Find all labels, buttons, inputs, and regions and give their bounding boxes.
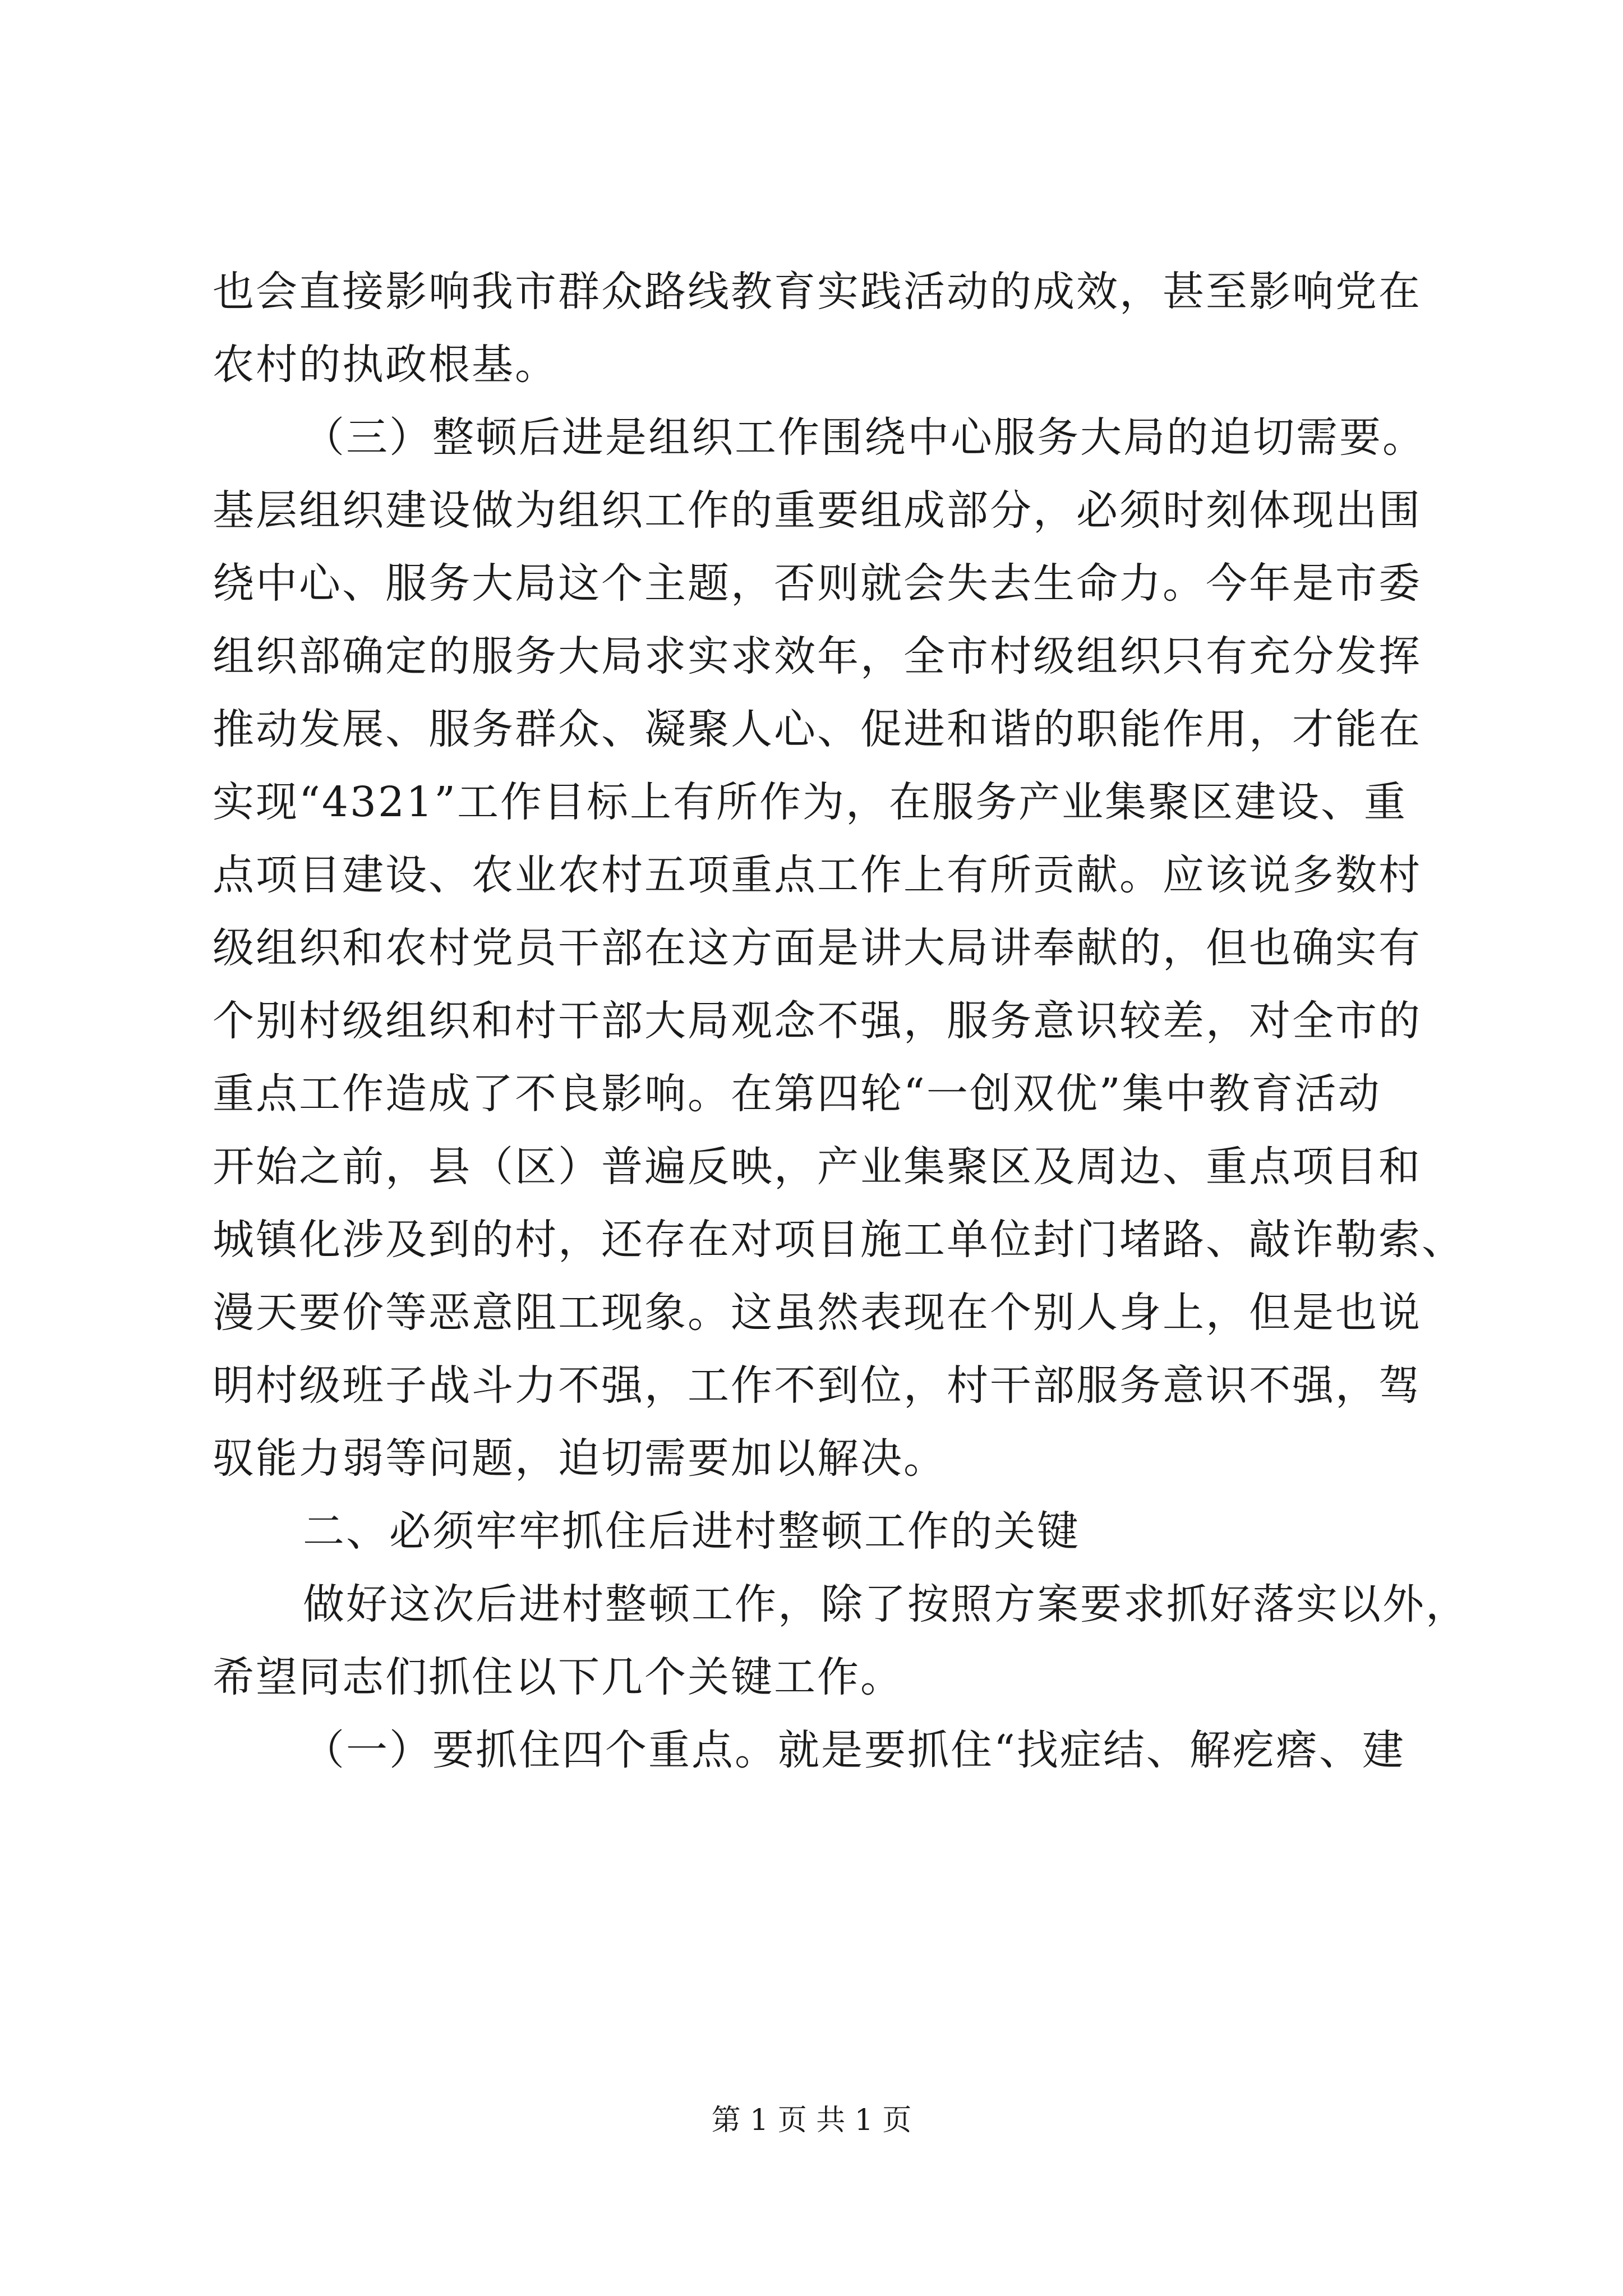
text-line: 基层组织建设做为组织工作的重要组成部分，必须时刻体现出围 bbox=[213, 486, 1422, 535]
text-line: 驭能力弱等问题，迫切需要加以解决。 bbox=[213, 1434, 947, 1483]
section-heading: （三）整顿后进是组织工作围绕中心服务大局的迫切需要。 bbox=[303, 413, 1426, 462]
text-line: 明村级班子战斗力不强，工作不到位，村干部服务意识不强，驾 bbox=[213, 1361, 1422, 1410]
text-line: 农村的执政根基。 bbox=[213, 341, 558, 389]
text-line: 希望同志们抓住以下几个关键工作。 bbox=[213, 1653, 903, 1701]
page-footer bbox=[0, 2101, 1623, 2140]
text-line: 推动发展、服务群众、凝聚人心、促进和谐的职能作用，才能在 bbox=[213, 705, 1422, 753]
text-line: 绕中心、服务大局这个主题，否则就会失去生命力。今年是市委 bbox=[213, 559, 1422, 608]
text-line: 漫天要价等恶意阻工现象。这虽然表现在个别人身上，但是也说 bbox=[213, 1289, 1422, 1337]
section-heading: 二、必须牢牢抓住后进村整顿工作的关键 bbox=[303, 1507, 1080, 1556]
text-line: 点项目建设、农业农村五项重点工作上有所贡献。应该说多数村 bbox=[213, 851, 1422, 899]
text-line: 做好这次后进村整顿工作，除了按照方案要求抓好落实以外， bbox=[303, 1580, 1469, 1628]
text-line: 也会直接影响我市群众路线教育实践活动的成效，甚至影响党在 bbox=[213, 268, 1422, 316]
section-heading: （一）要抓住四个重点。就是要抓住“找症结、解疙瘩、建 bbox=[303, 1726, 1405, 1774]
page-number-label: 第 1 页 共 1 页 bbox=[711, 2104, 912, 2137]
text-line: 组织部确定的服务大局求实求效年，全市村级组织只有充分发挥 bbox=[213, 632, 1422, 680]
text-line: 重点工作造成了不良影响。在第四轮“一创双优”集中教育活动 bbox=[213, 1070, 1381, 1118]
text-line: 开始之前，县（区）普遍反映，产业集聚区及周边、重点项目和 bbox=[213, 1143, 1422, 1191]
text-line: 级组织和农村党员干部在这方面是讲大局讲奉献的，但也确实有 bbox=[213, 924, 1422, 972]
text-line: 个别村级组织和村干部大局观念不强，服务意识较差，对全市的 bbox=[213, 997, 1422, 1045]
text-line: 实现“4321”工作目标上有所作为，在服务产业集聚区建设、重 bbox=[213, 778, 1407, 826]
text-line: 城镇化涉及到的村，还存在对项目施工单位封门堵路、敲诈勒索、 bbox=[213, 1216, 1465, 1264]
